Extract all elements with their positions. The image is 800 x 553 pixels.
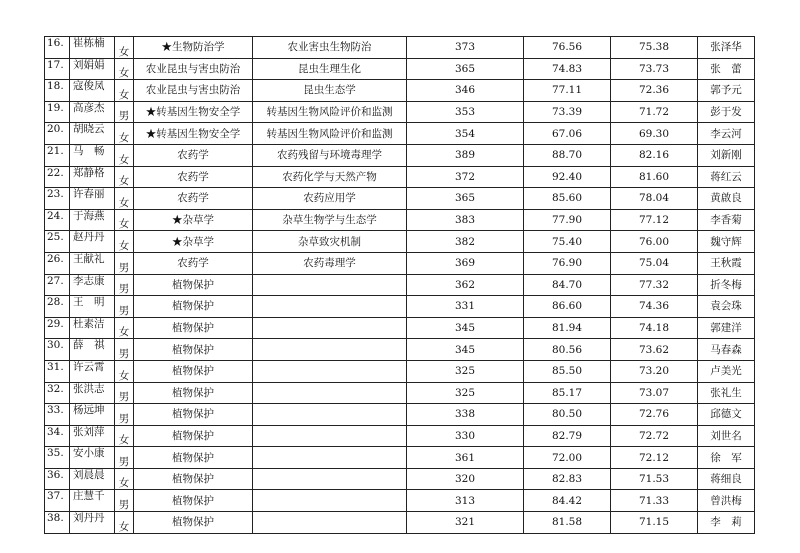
gender-cell: 女 bbox=[115, 188, 134, 210]
supervisor-cell: 李云河 bbox=[698, 123, 755, 145]
gender-cell: 女 bbox=[115, 58, 134, 80]
score-a-cell: 85.60 bbox=[524, 188, 611, 210]
exam-score-cell: 325 bbox=[407, 382, 524, 404]
student-name-cell: 张刘萍 bbox=[70, 425, 115, 447]
score-a-cell: 74.83 bbox=[524, 58, 611, 80]
student-name-cell: 刘晨晨 bbox=[70, 468, 115, 490]
score-a-cell: 75.40 bbox=[524, 231, 611, 253]
supervisor-cell: 邱德文 bbox=[698, 404, 755, 426]
table-row bbox=[45, 188, 755, 210]
exam-score-cell: 365 bbox=[407, 58, 524, 80]
gender-cell: 女 bbox=[115, 123, 134, 145]
major-cell: 植物保护 bbox=[134, 425, 253, 447]
student-name-cell: 庄慧千 bbox=[70, 490, 115, 512]
row-number-cell: 21. bbox=[45, 144, 70, 166]
score-b-cell: 77.32 bbox=[611, 274, 698, 296]
score-a-cell: 84.70 bbox=[524, 274, 611, 296]
gender-cell: 男 bbox=[115, 252, 134, 274]
score-b-cell: 76.00 bbox=[611, 231, 698, 253]
major-cell: 植物保护 bbox=[134, 404, 253, 426]
table-row bbox=[45, 296, 755, 318]
table-row bbox=[45, 209, 755, 231]
row-number-cell: 30. bbox=[45, 339, 70, 361]
research-direction-cell: 农业害虫生物防治 bbox=[253, 37, 407, 59]
supervisor-cell: 蒋细良 bbox=[698, 468, 755, 490]
table-row bbox=[45, 37, 755, 59]
exam-score-cell: 383 bbox=[407, 209, 524, 231]
table-row bbox=[45, 404, 755, 426]
research-direction-cell: 农药毒理学 bbox=[253, 252, 407, 274]
gender-cell: 男 bbox=[115, 339, 134, 361]
major-cell: 植物保护 bbox=[134, 447, 253, 469]
row-number-cell: 19. bbox=[45, 101, 70, 123]
gender-cell: 女 bbox=[115, 317, 134, 339]
supervisor-cell: 刘新刚 bbox=[698, 144, 755, 166]
score-a-cell: 80.50 bbox=[524, 404, 611, 426]
major-cell: ★杂草学 bbox=[134, 231, 253, 253]
table-row bbox=[45, 101, 755, 123]
exam-score-cell: 373 bbox=[407, 37, 524, 59]
major-cell: 农药学 bbox=[134, 166, 253, 188]
student-name-cell: 张洪志 bbox=[70, 382, 115, 404]
score-a-cell: 80.56 bbox=[524, 339, 611, 361]
gender-cell: 女 bbox=[115, 360, 134, 382]
major-cell: ★转基因生物安全学 bbox=[134, 123, 253, 145]
score-b-cell: 69.30 bbox=[611, 123, 698, 145]
table-row bbox=[45, 144, 755, 166]
research-direction-cell bbox=[253, 425, 407, 447]
row-number-cell: 37. bbox=[45, 490, 70, 512]
research-direction-cell bbox=[253, 512, 407, 534]
research-direction-cell bbox=[253, 447, 407, 469]
gender-cell: 女 bbox=[115, 80, 134, 102]
supervisor-cell: 曾洪梅 bbox=[698, 490, 755, 512]
score-a-cell: 84.42 bbox=[524, 490, 611, 512]
major-cell: ★生物防治学 bbox=[134, 37, 253, 59]
exam-score-cell: 345 bbox=[407, 339, 524, 361]
admission-table bbox=[44, 36, 755, 534]
supervisor-cell: 魏守辉 bbox=[698, 231, 755, 253]
row-number-cell: 25. bbox=[45, 231, 70, 253]
student-name-cell: 胡晓云 bbox=[70, 123, 115, 145]
research-direction-cell bbox=[253, 360, 407, 382]
gender-cell: 男 bbox=[115, 447, 134, 469]
table-body bbox=[45, 37, 755, 534]
gender-cell: 男 bbox=[115, 274, 134, 296]
supervisor-cell: 郭予元 bbox=[698, 80, 755, 102]
score-b-cell: 73.73 bbox=[611, 58, 698, 80]
student-name-cell: 李志康 bbox=[70, 274, 115, 296]
table-row bbox=[45, 231, 755, 253]
supervisor-cell: 卢美光 bbox=[698, 360, 755, 382]
score-a-cell: 76.90 bbox=[524, 252, 611, 274]
research-direction-cell bbox=[253, 490, 407, 512]
student-name-cell: 杨远坤 bbox=[70, 404, 115, 426]
score-a-cell: 82.83 bbox=[524, 468, 611, 490]
research-direction-cell bbox=[253, 296, 407, 318]
score-b-cell: 81.60 bbox=[611, 166, 698, 188]
score-a-cell: 73.39 bbox=[524, 101, 611, 123]
table-row bbox=[45, 58, 755, 80]
student-name-cell: 高彦杰 bbox=[70, 101, 115, 123]
supervisor-cell: 张泽华 bbox=[698, 37, 755, 59]
supervisor-cell: 王秋霞 bbox=[698, 252, 755, 274]
research-direction-cell: 农药应用学 bbox=[253, 188, 407, 210]
student-name-cell: 王献礼 bbox=[70, 252, 115, 274]
score-b-cell: 82.16 bbox=[611, 144, 698, 166]
table-row bbox=[45, 123, 755, 145]
student-name-cell: 郑静格 bbox=[70, 166, 115, 188]
gender-cell: 女 bbox=[115, 425, 134, 447]
score-b-cell: 74.36 bbox=[611, 296, 698, 318]
exam-score-cell: 330 bbox=[407, 425, 524, 447]
exam-score-cell: 338 bbox=[407, 404, 524, 426]
score-b-cell: 71.33 bbox=[611, 490, 698, 512]
research-direction-cell: 昆虫生态学 bbox=[253, 80, 407, 102]
major-cell: 农药学 bbox=[134, 188, 253, 210]
score-b-cell: 74.18 bbox=[611, 317, 698, 339]
table-row bbox=[45, 80, 755, 102]
student-name-cell: 许春丽 bbox=[70, 188, 115, 210]
research-direction-cell: 转基因生物风险评价和监测 bbox=[253, 101, 407, 123]
exam-score-cell: 313 bbox=[407, 490, 524, 512]
student-name-cell: 于海燕 bbox=[70, 209, 115, 231]
row-number-cell: 18. bbox=[45, 80, 70, 102]
research-direction-cell bbox=[253, 339, 407, 361]
gender-cell: 男 bbox=[115, 490, 134, 512]
score-b-cell: 73.20 bbox=[611, 360, 698, 382]
row-number-cell: 27. bbox=[45, 274, 70, 296]
row-number-cell: 31. bbox=[45, 360, 70, 382]
student-name-cell: 崔栋楠 bbox=[70, 37, 115, 59]
gender-cell: 男 bbox=[115, 296, 134, 318]
supervisor-cell: 袁会珠 bbox=[698, 296, 755, 318]
score-a-cell: 81.94 bbox=[524, 317, 611, 339]
supervisor-cell: 郭建洋 bbox=[698, 317, 755, 339]
major-cell: 植物保护 bbox=[134, 339, 253, 361]
score-b-cell: 72.76 bbox=[611, 404, 698, 426]
score-b-cell: 72.72 bbox=[611, 425, 698, 447]
exam-score-cell: 389 bbox=[407, 144, 524, 166]
exam-score-cell: 369 bbox=[407, 252, 524, 274]
exam-score-cell: 353 bbox=[407, 101, 524, 123]
exam-score-cell: 331 bbox=[407, 296, 524, 318]
major-cell: 植物保护 bbox=[134, 382, 253, 404]
table-row bbox=[45, 468, 755, 490]
score-a-cell: 92.40 bbox=[524, 166, 611, 188]
score-a-cell: 85.50 bbox=[524, 360, 611, 382]
supervisor-cell: 徐 军 bbox=[698, 447, 755, 469]
gender-cell: 女 bbox=[115, 37, 134, 59]
table-row bbox=[45, 512, 755, 534]
research-direction-cell bbox=[253, 382, 407, 404]
row-number-cell: 36. bbox=[45, 468, 70, 490]
table-row bbox=[45, 447, 755, 469]
score-b-cell: 71.72 bbox=[611, 101, 698, 123]
score-a-cell: 88.70 bbox=[524, 144, 611, 166]
exam-score-cell: 361 bbox=[407, 447, 524, 469]
score-a-cell: 86.60 bbox=[524, 296, 611, 318]
exam-score-cell: 321 bbox=[407, 512, 524, 534]
row-number-cell: 33. bbox=[45, 404, 70, 426]
research-direction-cell: 转基因生物风险评价和监测 bbox=[253, 123, 407, 145]
table-row bbox=[45, 252, 755, 274]
row-number-cell: 24. bbox=[45, 209, 70, 231]
research-direction-cell bbox=[253, 404, 407, 426]
student-name-cell: 刘娟娟 bbox=[70, 58, 115, 80]
gender-cell: 女 bbox=[115, 231, 134, 253]
row-number-cell: 20. bbox=[45, 123, 70, 145]
student-name-cell: 杜素洁 bbox=[70, 317, 115, 339]
row-number-cell: 26. bbox=[45, 252, 70, 274]
row-number-cell: 16. bbox=[45, 37, 70, 59]
row-number-cell: 35. bbox=[45, 447, 70, 469]
research-direction-cell: 杂草生物学与生态学 bbox=[253, 209, 407, 231]
score-a-cell: 77.90 bbox=[524, 209, 611, 231]
major-cell: 植物保护 bbox=[134, 490, 253, 512]
exam-score-cell: 346 bbox=[407, 80, 524, 102]
score-a-cell: 82.79 bbox=[524, 425, 611, 447]
research-direction-cell: 杂草致灾机制 bbox=[253, 231, 407, 253]
table-row bbox=[45, 360, 755, 382]
table-row bbox=[45, 382, 755, 404]
score-b-cell: 71.15 bbox=[611, 512, 698, 534]
research-direction-cell bbox=[253, 274, 407, 296]
supervisor-cell: 蒋红云 bbox=[698, 166, 755, 188]
table-row bbox=[45, 317, 755, 339]
supervisor-cell: 李 莉 bbox=[698, 512, 755, 534]
major-cell: ★杂草学 bbox=[134, 209, 253, 231]
major-cell: 植物保护 bbox=[134, 274, 253, 296]
student-name-cell: 寇俊凤 bbox=[70, 80, 115, 102]
score-a-cell: 67.06 bbox=[524, 123, 611, 145]
supervisor-cell: 马春森 bbox=[698, 339, 755, 361]
student-name-cell: 许云霄 bbox=[70, 360, 115, 382]
table-row bbox=[45, 425, 755, 447]
student-name-cell: 马 畅 bbox=[70, 144, 115, 166]
research-direction-cell: 农药残留与环境毒理学 bbox=[253, 144, 407, 166]
score-b-cell: 72.36 bbox=[611, 80, 698, 102]
student-name-cell: 薛 祺 bbox=[70, 339, 115, 361]
score-a-cell: 81.58 bbox=[524, 512, 611, 534]
row-number-cell: 34. bbox=[45, 425, 70, 447]
row-number-cell: 22. bbox=[45, 166, 70, 188]
supervisor-cell: 刘世名 bbox=[698, 425, 755, 447]
table-row bbox=[45, 339, 755, 361]
supervisor-cell: 张礼生 bbox=[698, 382, 755, 404]
row-number-cell: 17. bbox=[45, 58, 70, 80]
major-cell: 农药学 bbox=[134, 144, 253, 166]
row-number-cell: 38. bbox=[45, 512, 70, 534]
major-cell: 植物保护 bbox=[134, 512, 253, 534]
table-row bbox=[45, 274, 755, 296]
student-name-cell: 王 明 bbox=[70, 296, 115, 318]
gender-cell: 男 bbox=[115, 101, 134, 123]
major-cell: 植物保护 bbox=[134, 468, 253, 490]
gender-cell: 女 bbox=[115, 166, 134, 188]
row-number-cell: 32. bbox=[45, 382, 70, 404]
supervisor-cell: 折冬梅 bbox=[698, 274, 755, 296]
score-b-cell: 75.04 bbox=[611, 252, 698, 274]
supervisor-cell: 张 蕾 bbox=[698, 58, 755, 80]
major-cell: 农业昆虫与害虫防治 bbox=[134, 58, 253, 80]
score-a-cell: 72.00 bbox=[524, 447, 611, 469]
research-direction-cell bbox=[253, 317, 407, 339]
gender-cell: 女 bbox=[115, 512, 134, 534]
gender-cell: 女 bbox=[115, 468, 134, 490]
major-cell: 植物保护 bbox=[134, 317, 253, 339]
table-row bbox=[45, 166, 755, 188]
supervisor-cell: 黄啟良 bbox=[698, 188, 755, 210]
major-cell: 植物保护 bbox=[134, 360, 253, 382]
exam-score-cell: 365 bbox=[407, 188, 524, 210]
score-b-cell: 75.38 bbox=[611, 37, 698, 59]
score-b-cell: 72.12 bbox=[611, 447, 698, 469]
score-b-cell: 73.62 bbox=[611, 339, 698, 361]
supervisor-cell: 李香菊 bbox=[698, 209, 755, 231]
row-number-cell: 29. bbox=[45, 317, 70, 339]
major-cell: 农业昆虫与害虫防治 bbox=[134, 80, 253, 102]
major-cell: ★转基因生物安全学 bbox=[134, 101, 253, 123]
gender-cell: 男 bbox=[115, 382, 134, 404]
major-cell: 农药学 bbox=[134, 252, 253, 274]
major-cell: 植物保护 bbox=[134, 296, 253, 318]
score-a-cell: 85.17 bbox=[524, 382, 611, 404]
score-a-cell: 77.11 bbox=[524, 80, 611, 102]
exam-score-cell: 382 bbox=[407, 231, 524, 253]
row-number-cell: 28. bbox=[45, 296, 70, 318]
exam-score-cell: 345 bbox=[407, 317, 524, 339]
score-b-cell: 78.04 bbox=[611, 188, 698, 210]
research-direction-cell: 农药化学与天然产物 bbox=[253, 166, 407, 188]
student-name-cell: 安小康 bbox=[70, 447, 115, 469]
exam-score-cell: 354 bbox=[407, 123, 524, 145]
exam-score-cell: 320 bbox=[407, 468, 524, 490]
gender-cell: 女 bbox=[115, 209, 134, 231]
gender-cell: 女 bbox=[115, 144, 134, 166]
exam-score-cell: 325 bbox=[407, 360, 524, 382]
research-direction-cell bbox=[253, 468, 407, 490]
score-b-cell: 71.53 bbox=[611, 468, 698, 490]
table-row bbox=[45, 490, 755, 512]
score-b-cell: 73.07 bbox=[611, 382, 698, 404]
research-direction-cell: 昆虫生理生化 bbox=[253, 58, 407, 80]
row-number-cell: 23. bbox=[45, 188, 70, 210]
exam-score-cell: 362 bbox=[407, 274, 524, 296]
exam-score-cell: 372 bbox=[407, 166, 524, 188]
supervisor-cell: 彭于发 bbox=[698, 101, 755, 123]
score-a-cell: 76.56 bbox=[524, 37, 611, 59]
student-name-cell: 赵丹丹 bbox=[70, 231, 115, 253]
student-name-cell: 刘丹丹 bbox=[70, 512, 115, 534]
gender-cell: 男 bbox=[115, 404, 134, 426]
score-b-cell: 77.12 bbox=[611, 209, 698, 231]
